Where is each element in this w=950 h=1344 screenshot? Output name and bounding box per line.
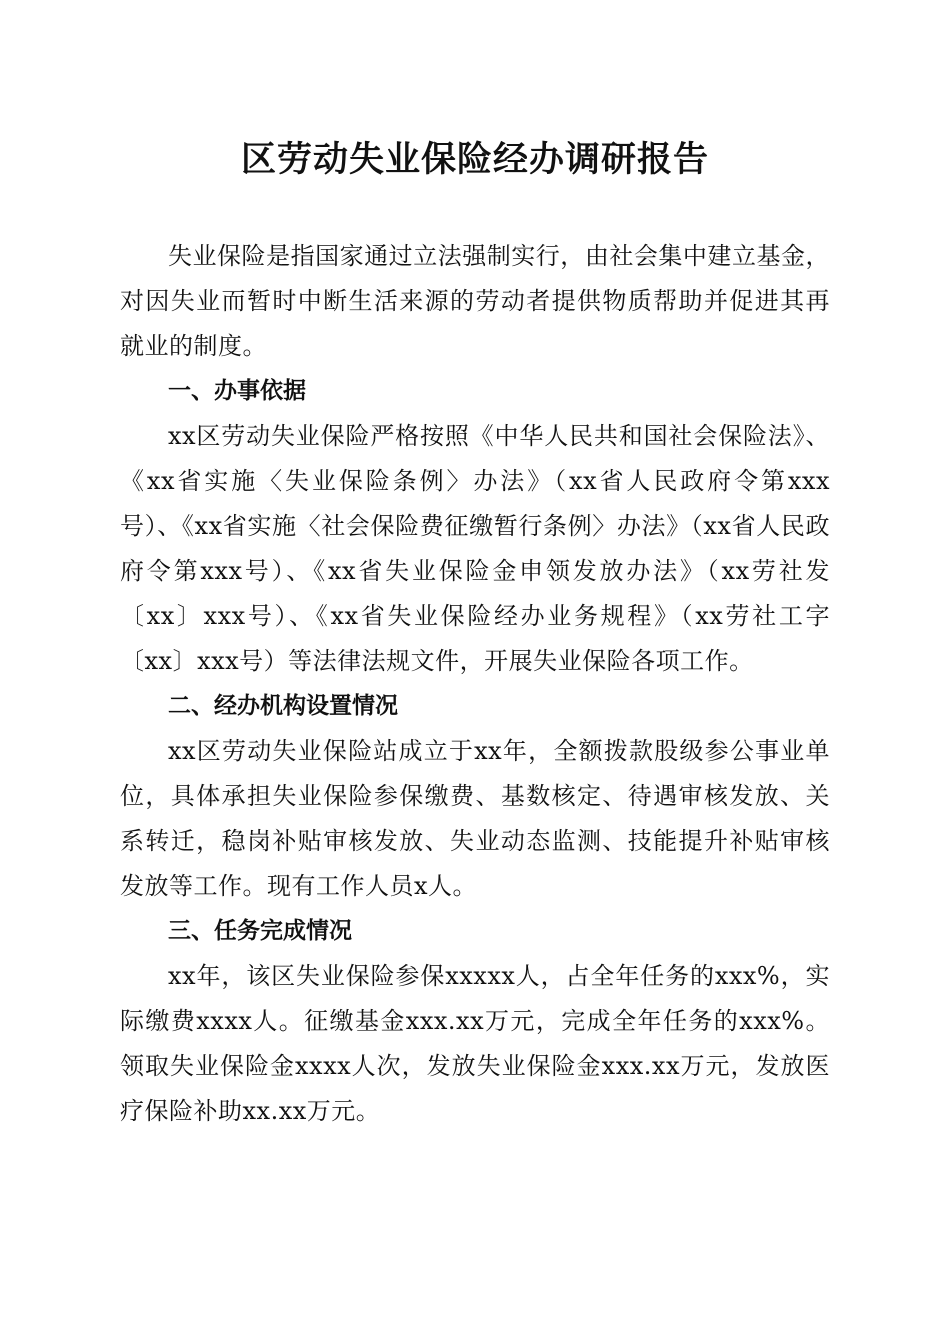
section-heading-basis: 一、办事依据 xyxy=(168,378,306,404)
document-title: 区劳动失业保险经办调研报告 xyxy=(240,139,709,180)
section-paragraph-basis: xx区劳动失业保险严格按照《中华人民共和国社会保险法》、《xx省实施〈失业保险条例〉办法》（xx省人民政府令第xxx号）、《xx省实施〈社会保险费征缴暂行条例〉办法》（xx省人民政府令第xxx号）、《xx省失业保险金申领发放办法》（xx劳社发〔xx〕xxx号）、《xx省失业保险经办业务规程》（xx劳社工字〔xx〕xxx号）等法律法规文件，开展失业保险各项工作。 xyxy=(120,422,830,675)
section-heading-organization: 二、经办机构设置情况 xyxy=(168,693,398,719)
section-heading-task-completion: 三、任务完成情况 xyxy=(168,918,352,944)
section-paragraph-task-completion: xx年，该区失业保险参保xxxxx人，占全年任务的xxx%，实际缴费xxxx人。征缴基金xxx.xx万元，完成全年任务的xxx%。领取失业保险金xxxx人次，发放失业保险金xxx.xx万元，发放医疗保险补助xx.xx万元。 xyxy=(120,962,830,1125)
section-paragraph-organization: xx区劳动失业保险站成立于xx年，全额拨款股级参公事业单位，具体承担失业保险参保缴费、基数核定、待遇审核发放、关系转迁，稳岗补贴审核发放、失业动态监测、技能提升补贴审核发放等工作。现有工作人员x人。 xyxy=(120,737,830,900)
document-body xyxy=(120,234,830,1134)
intro-paragraph: 失业保险是指国家通过立法强制实行，由社会集中建立基金，对因失业而暂时中断生活来源的劳动者提供物质帮助并促进其再就业的制度。 xyxy=(120,242,830,360)
